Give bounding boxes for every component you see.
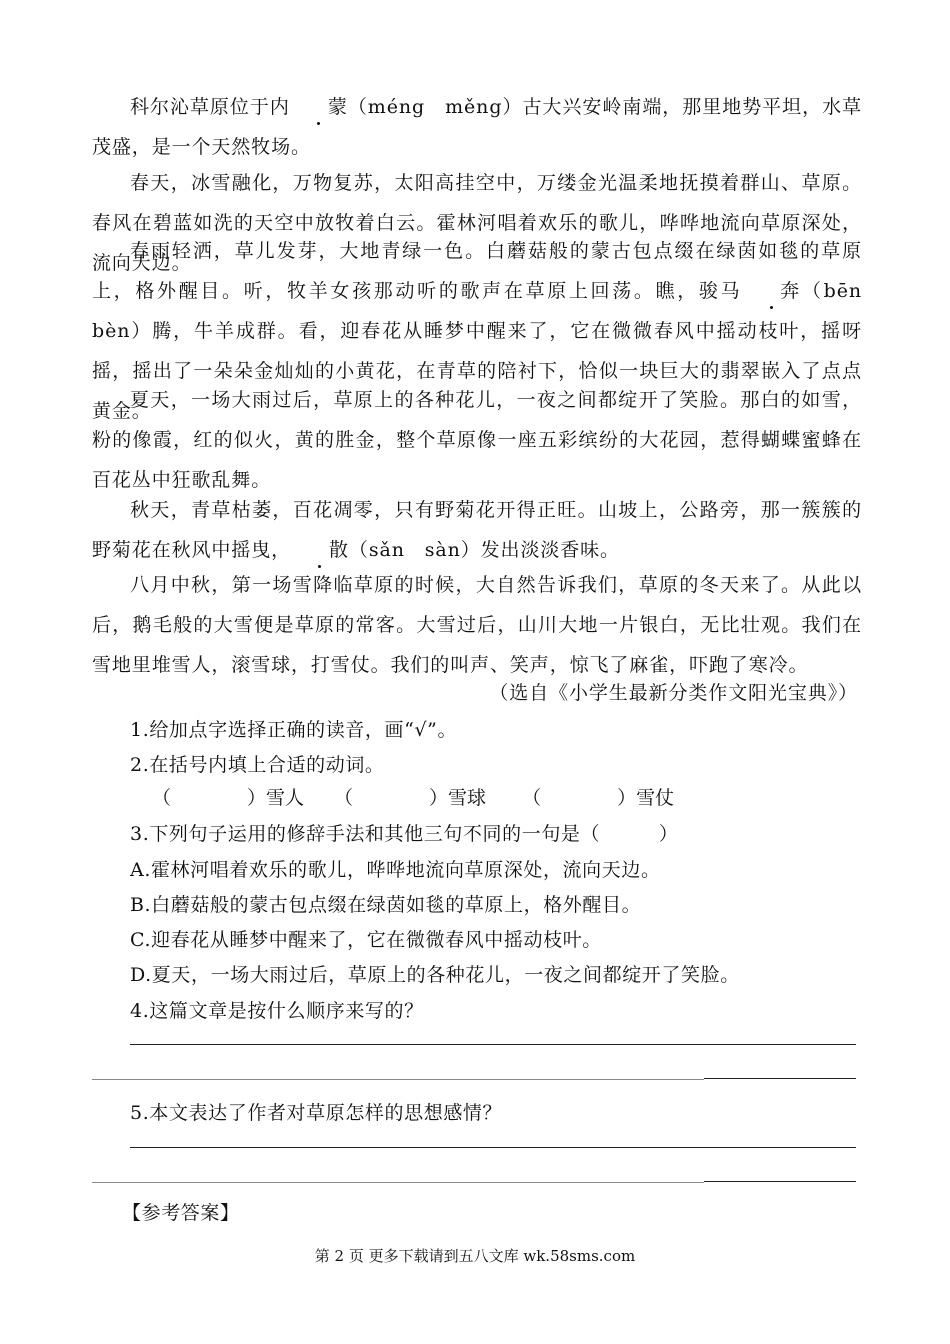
paragraph-autumn: 秋天，青草枯萎，百花凋零，只有野菊花开得正旺。山坡上，公路旁，那一簇簇的野菊花在秋风中摇曳， 散（sǎn sàn）发出淡淡香味。	[92, 490, 862, 570]
answer-line-q5-2a	[92, 1182, 704, 1183]
question-5: 5.本文表达了作者对草原怎样的思想感情？	[130, 1102, 503, 1124]
blank-snowball[interactable]: （ ）雪球	[334, 787, 487, 809]
question-2: 2.在括号内填上合适的动词。	[130, 754, 385, 776]
blank-snowman[interactable]: （ ）雪人	[152, 787, 305, 809]
answer-line-q4-1[interactable]	[130, 1044, 856, 1045]
answer-heading: 【参考答案】	[122, 1202, 240, 1224]
page-footer: 第 2 页 更多下载请到五八文库 wk.58sms.com	[314, 1247, 636, 1265]
question-2-blanks	[152, 783, 674, 810]
paragraph-winter: 八月中秋，第一场雪降临草原的时候，大自然告诉我们，草原的冬天来了。从此以后，鹅毛般的大雪便是草原的常客。大雪过后，山川大地一片银白，无比壮观。我们在雪地里堆雪人，滚雪球，打雪仗。我们的叫声、笑声，惊飞了麻雀，吓跑了寒冷。	[92, 574, 862, 676]
answer-line-q5-1[interactable]	[130, 1147, 856, 1148]
paragraph-summer: 夏天，一场大雨过后，草原上的各种花儿，一夜之间都绽开了笑脸。那白的如雪，粉的像霞，红的似火，黄的胜金，整个草原像一座五彩缤纷的大花园，惹得蝴蝶蜜蜂在百花丛中狂歌乱舞。	[92, 389, 862, 491]
question-1: 1.给加点字选择正确的读音，画“√”。	[130, 719, 458, 741]
option-c[interactable]: C.迎春花从睡梦中醒来了，它在微微春风中摇动枝叶。	[130, 929, 602, 951]
paragraph-intro: 科尔沁草原位于内 蒙（méng měng）古大兴安岭南端，那里地势平坦，水草茂盛，是一个天然牧场。	[92, 87, 862, 167]
paragraph-spring-1: 春天，冰雪融化，万物复苏，太阳高挂空中，万缕金光温柔地抚摸着群山、草原。春风在碧蓝如洗的天空中放牧着白云。霍林河唱着欢乐的歌儿，哗哗地流向草原深处，流向天边。	[92, 172, 862, 274]
dotted-char: 奔	[742, 271, 800, 311]
question-3: 3.下列句子运用的修辞手法和其他三句不同的一句是（ ）	[130, 823, 679, 845]
option-b[interactable]: B.白蘑菇般的蒙古包点缀在绿茵如毯的草原上，格外醒目。	[130, 894, 642, 916]
blank-snowfight[interactable]: （ ）雪仗	[522, 787, 675, 809]
option-d[interactable]: D.夏天，一场大雨过后，草原上的各种花儿，一夜之间都绽开了笑脸。	[130, 964, 740, 986]
paragraph-spring-2: 春雨轻洒，草儿发芽，大地青绿一色。白蘑菇般的蒙古包点缀在绿茵如毯的草原上，格外醒目。听，牧羊女孩那动听的歌声在草原上回荡。瞧，骏马 奔（bēn bèn）腾，牛羊成群。看，迎春花从睡梦中醒来了，它在微微春风中摇动枝叶，摇呀摇，摇出了一朵朵金灿灿的小黄花，在青草的陪衬下，恰似一块巨大的翡翠嵌入了点点黄金。	[92, 240, 882, 422]
source-citation: （选自《小学生最新分类作文阳光宝典》）	[489, 682, 858, 704]
dotted-char: 散	[291, 530, 349, 570]
answer-line-q4-2a	[92, 1079, 704, 1080]
answer-line-q4-2b[interactable]	[704, 1078, 856, 1079]
dotted-char: 蒙	[290, 87, 348, 127]
answer-line-q5-2b[interactable]	[704, 1181, 856, 1182]
option-a[interactable]: A.霍林河唱着欢乐的歌儿，哗哗地流向草原深处，流向天边。	[130, 859, 661, 881]
question-4: 4.这篇文章是按什么顺序来写的？	[130, 1000, 424, 1022]
